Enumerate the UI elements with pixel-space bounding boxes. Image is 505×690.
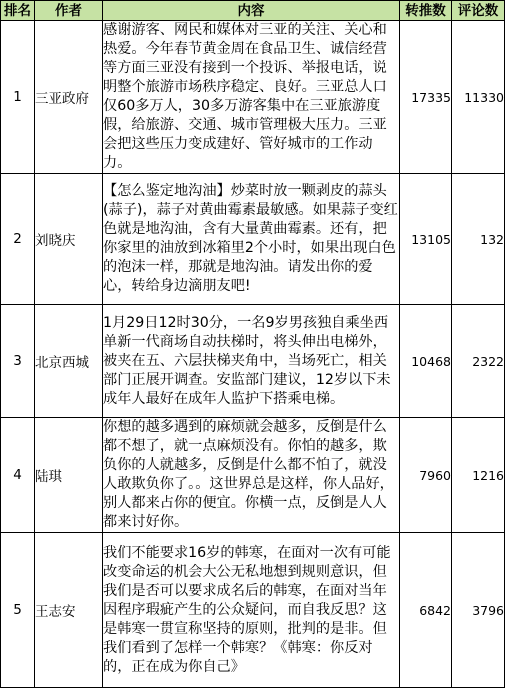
comments-cell[interactable]: 132 xyxy=(452,174,505,305)
reposts-cell[interactable]: 13105 xyxy=(400,174,452,305)
content-cell[interactable]: 感谢游客、网民和媒体对三亚的关注、关心和热爱。今年春节黄金周在食品卫生、诚信经营等方面三亚没有接到一个投诉、举报电话，说明整个旅游市场秩序稳定、良好。三亚总人口仅60多万人，30多万游客集中在三亚旅游度假，给旅游、交通、城市管理极大压力。三亚会把这些压力变成建好、管好城市的工作动力。 xyxy=(103,21,400,174)
header-content[interactable]: 内容 xyxy=(103,1,400,21)
author-cell[interactable]: 北京西城 xyxy=(35,305,103,418)
author-cell[interactable]: 刘晓庆 xyxy=(35,174,103,305)
table-row xyxy=(1,305,505,418)
reposts-cell[interactable]: 17335 xyxy=(400,21,452,174)
reposts-cell[interactable]: 7960 xyxy=(400,418,452,533)
content-cell[interactable]: 1月29日12时30分，一名9岁男孩独自乘坐西单新一代商场自动扶梯时，将头伸出电梯外，被夹在五、六层扶梯夹角中，当场死亡，相关部门正展开调查。安监部门建议，12岁以下未成年人最好在成年人监护下搭乘电梯。 xyxy=(103,305,400,418)
reposts-cell[interactable]: 6842 xyxy=(400,533,452,688)
rank-cell[interactable]: 3 xyxy=(1,305,35,418)
table-row xyxy=(1,533,505,688)
author-cell[interactable]: 三亚政府 xyxy=(35,21,103,174)
rank-cell[interactable]: 2 xyxy=(1,174,35,305)
header-row xyxy=(1,1,505,21)
content-cell[interactable]: 我们不能要求16岁的韩寒，在面对一次有可能改变命运的机会大公无私地想到规则意识，但我们是否可以要求成名后的韩寒，在面对当年因程序瑕疵产生的公众疑问，而自我反思？这是韩寒一贯宣称坚持的原则，批判的是非。但我们看到了怎样一个韩寒？《韩寒：你反对的，正在成为你自己》 xyxy=(103,533,400,688)
table-row xyxy=(1,418,505,533)
table-row xyxy=(1,21,505,174)
author-cell[interactable]: 陆琪 xyxy=(35,418,103,533)
header-author[interactable]: 作者 xyxy=(35,1,103,21)
comments-cell[interactable]: 2322 xyxy=(452,305,505,418)
content-cell[interactable]: 【怎么鉴定地沟油】炒菜时放一颗剥皮的蒜头(蒜子)，蒜子对黄曲霉素最敏感。如果蒜子变红色就是地沟油，含有大量黄曲霉素。还有，把你家里的油放到冰箱里2个小时，如果出现白色的泡沫一样，那就是地沟油。请发出你的爱心，转给身边滴朋友吧! xyxy=(103,174,400,305)
author-cell[interactable]: 王志安 xyxy=(35,533,103,688)
content-cell[interactable]: 你想的越多遇到的麻烦就会越多，反倒是什么都不想了，就一点麻烦没有。你怕的越多，欺负你的人就越多，反倒是什么都不怕了，就没人敢欺负你了。。这世界总是这样，你人品好，别人都来占你的便宜。你横一点，反倒是人人都来讨好你。 xyxy=(103,418,400,533)
comments-cell[interactable]: 11330 xyxy=(452,21,505,174)
comments-cell[interactable]: 3796 xyxy=(452,533,505,688)
header-comments[interactable]: 评论数 xyxy=(452,1,505,21)
comments-cell[interactable]: 1216 xyxy=(452,418,505,533)
rank-cell[interactable]: 1 xyxy=(1,21,35,174)
rank-cell[interactable]: 5 xyxy=(1,533,35,688)
reposts-cell[interactable]: 10468 xyxy=(400,305,452,418)
rank-cell[interactable]: 4 xyxy=(1,418,35,533)
header-reposts[interactable]: 转推数 xyxy=(400,1,452,21)
header-rank[interactable]: 排名 xyxy=(1,1,35,21)
table-row xyxy=(1,174,505,305)
